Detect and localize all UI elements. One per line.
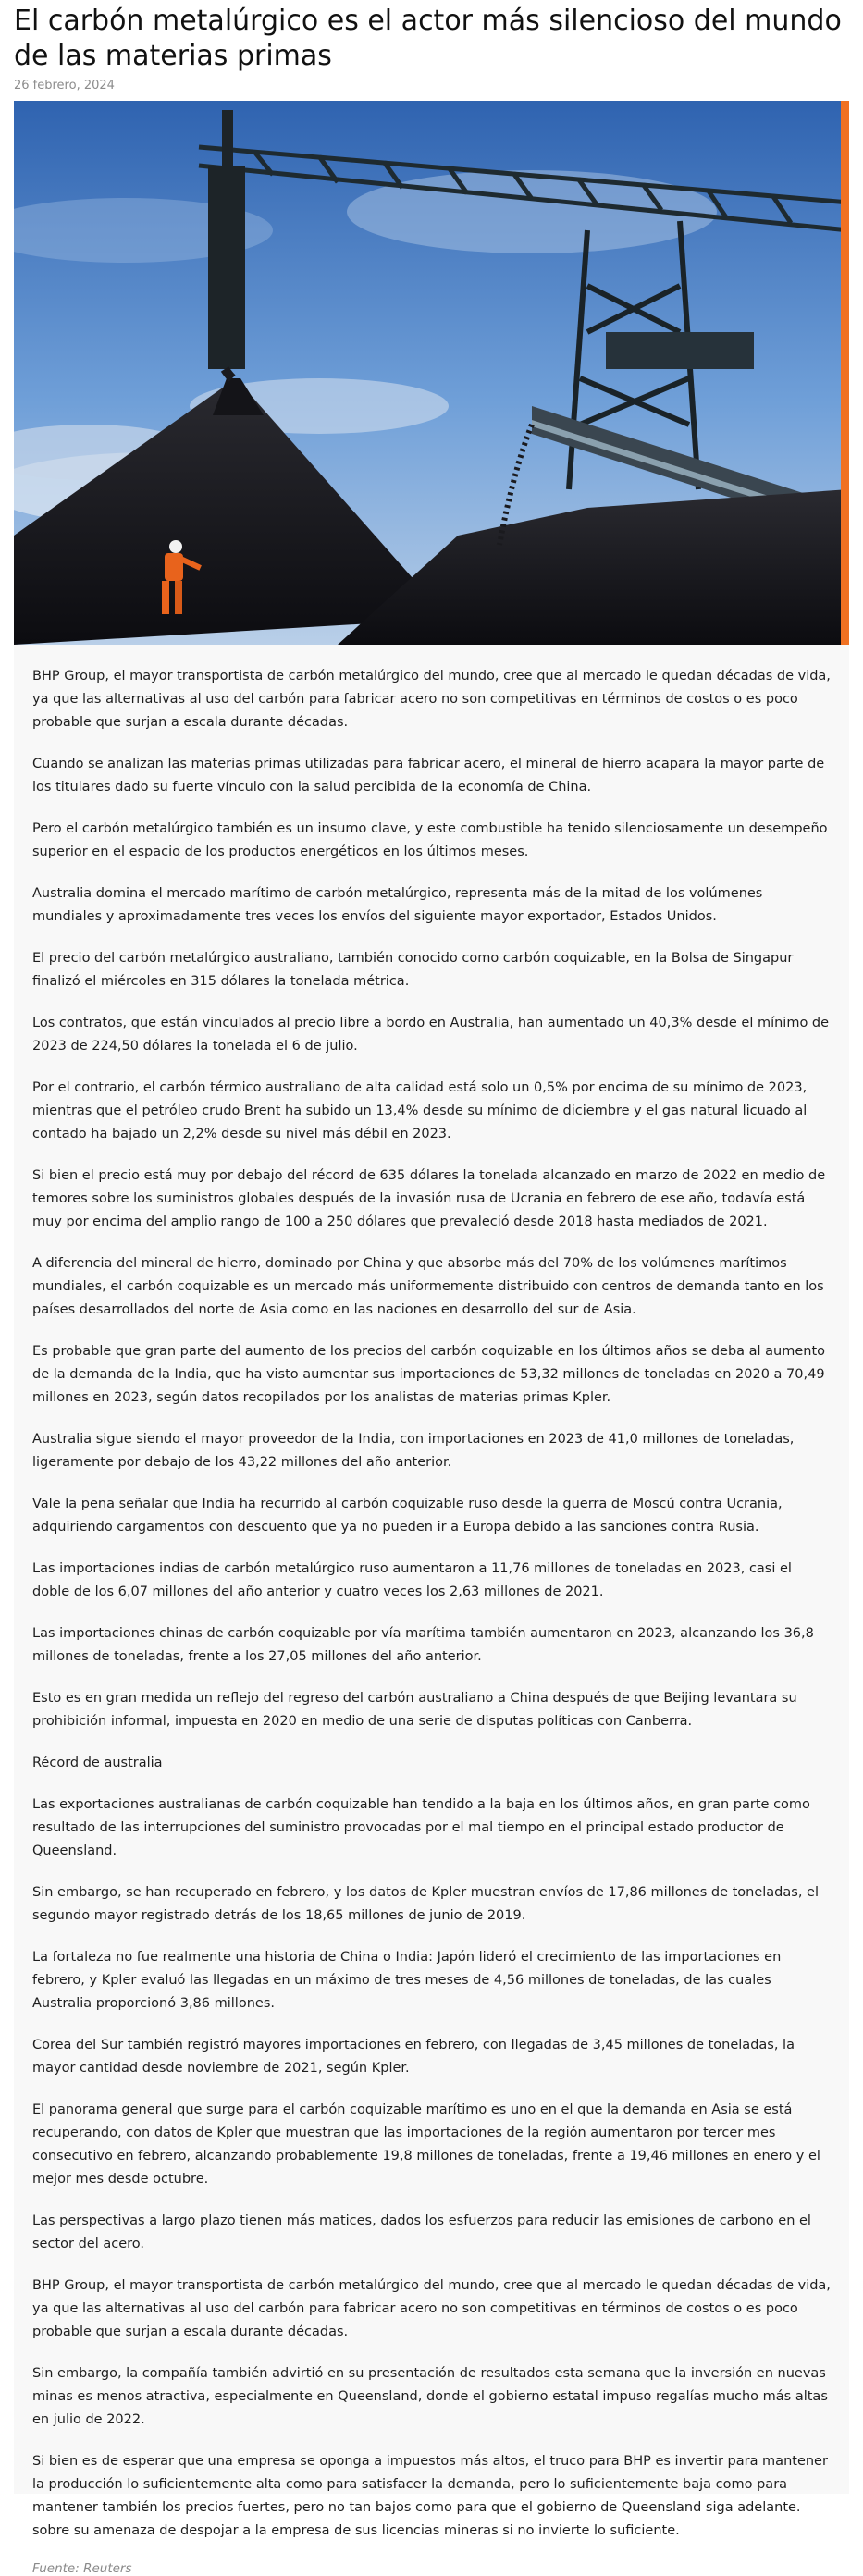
hero-accent-bar: [841, 101, 849, 645]
article-paragraph: Si bien el precio está muy por debajo del récord de 635 dólares la tonelada alcanzado en marzo de 2022 en medio de temores sobre los suministros globales después de la invasión rusa de Ucrania en febrero de ese año, todavía está muy por encima del amplio rango de 100 a 250 dólares que prevaleció desde 2018 hasta mediados de 2021.: [32, 1168, 826, 1229]
article-body: [14, 645, 849, 2576]
article-paragraph: BHP Group, el mayor transportista de carbón metalúrgico del mundo, cree que al mercado le quedan décadas de vida, ya que las alternativas al uso del carbón para fabricar acero no son competitivas en términos de costos o es poco probable que surjan a escala durante décadas.: [32, 669, 831, 730]
article-paragraph: Si bien es de esperar que una empresa se oponga a impuestos más altos, el truco para BHP es invertir para mantener la producción lo suficientemente alta como para satisfacer la demanda, pero lo suficientemente baja como para mantener también los precios fuertes, pero no tan bajos como para que el gobierno de Queensland siga adelante. sobre su amenaza de despojar a la empresa de sus licencias mineras si no invierte lo suficiente.: [32, 2454, 828, 2538]
article-paragraph: Los contratos, que están vinculados al precio libre a bordo en Australia, han aumentado un 40,3% desde el mínimo de 2023 de 224,50 dólares la tonelada el 6 de julio.: [32, 1016, 830, 1054]
chute-structure: [208, 166, 245, 369]
section-subheading: Récord de australia: [32, 1756, 163, 1770]
article-paragraph: Pero el carbón metalúrgico también es un insumo clave, y este combustible ha tenido silenciosamente un desempeño superior en el espacio de los productos energéticos en los últimos meses.: [32, 821, 828, 859]
hero-image: [14, 101, 849, 645]
article-paragraph: BHP Group, el mayor transportista de carbón metalúrgico del mundo, cree que al mercado le quedan décadas de vida, ya que las alternativas al uso del carbón para fabricar acero no son competitivas en términos de costos o es poco probable que surjan a escala durante décadas.: [32, 2278, 831, 2339]
article-paragraph: Cuando se analizan las materias primas utilizadas para fabricar acero, el mineral de hierro acapara la mayor parte de los titulares dado su fuerte vínculo con la salud percibida de la economía de China.: [32, 757, 825, 795]
article-paragraph: Australia domina el mercado marítimo de carbón metalúrgico, representa más de la mitad de los volúmenes mundiales y aproximadamente tres veces los envíos del siguiente mayor exportador, Estados Unidos.: [32, 886, 763, 924]
article-header: [0, 0, 863, 92]
article-paragraph: La fortaleza no fue realmente una historia de China o India: Japón lideró el crecimiento de las importaciones en febrero, y Kpler evaluó las llegadas en un máximo de tres meses de 4,56 millones de toneladas, de las cuales Australia proporcionó 3,86 millones.: [32, 1950, 782, 2011]
article-paragraph: Vale la pena señalar que India ha recurrido al carbón coquizable ruso desde la guerra de Moscú contra Ucrania, adquiriendo cargamentos con descuento que ya no pueden ir a Europa debido a las sanciones contra Rusia.: [32, 1497, 783, 1535]
article-date: 26 febrero, 2024: [14, 79, 115, 92]
article-paragraph: A diferencia del mineral de hierro, dominado por China y que absorbe más del 70% de los volúmenes marítimos mundiales, el carbón coquizable es un mercado más uniformemente distribuido con centros de demanda tanto en los países desarrollados del norte de Asia como en las naciones en desarrollo del sur de Asia.: [32, 1256, 824, 1317]
article-paragraph: Sin embargo, se han recuperado en febrero, y los datos de Kpler muestran envíos de 17,86 millones de toneladas, el segundo mayor registrado detrás de los 18,65 millones de junio de 2019.: [32, 1885, 819, 1923]
article-paragraph: Por el contrario, el carbón térmico australiano de alta calidad está solo un 0,5% por encima de su mínimo de 2023, mientras que el petróleo crudo Brent ha subido un 13,4% desde su mínimo de diciembre y el gas natural licuado al contado ha bajado un 2,2% desde su nivel más débil en 2023.: [32, 1080, 808, 1141]
article-paragraph: Las importaciones indias de carbón metalúrgico ruso aumentaron a 11,76 millones de toneladas en 2023, casi el doble de los 6,07 millones del año anterior y cuatro veces los 2,63 millones de 2021.: [32, 1561, 792, 1599]
article-source: Fuente: Reuters: [32, 2561, 132, 2576]
coal-stacker-illustration: [14, 101, 849, 645]
article-paragraph: Las exportaciones australianas de carbón coquizable han tendido a la baja en los últimos años, en gran parte como resultado de las interrupciones del suministro provocadas por el mal tiempo en el principal estado productor de Queensland.: [32, 1797, 810, 1858]
article-title: El carbón metalúrgico es el actor más silencioso del mundo de las materias primas: [14, 5, 842, 72]
article-paragraph: Corea del Sur también registró mayores importaciones en febrero, con llegadas de 3,45 millones de toneladas, la mayor cantidad desde noviembre de 2021, según Kpler.: [32, 2038, 795, 2076]
article-paragraph: Australia sigue siendo el mayor proveedor de la India, con importaciones en 2023 de 41,0 millones de toneladas, ligeramente por debajo de los 43,22 millones del año anterior.: [32, 1432, 795, 1470]
article-paragraph: El precio del carbón metalúrgico australiano, también conocido como carbón coquizable, en la Bolsa de Singapur finalizó el miércoles en 315 dólares la tonelada métrica.: [32, 951, 794, 989]
article-paragraph: El panorama general que surge para el carbón coquizable marítimo es uno en el que la demanda en Asia se está recuperando, con datos de Kpler que muestran que las importaciones de la región aumentaron por tercer mes consecutivo en febrero, alcanzando probablemente 19,8 millones de toneladas, frente a 19,46 millones en enero y el mejor mes desde octubre.: [32, 2102, 820, 2187]
article-paragraph: Es probable que gran parte del aumento de los precios del carbón coquizable en los últimos años se deba al aumento de la demanda de la India, que ha visto aumentar sus importaciones de 53,32 millones de toneladas en 2020 a 70,49 millones en 2023, según datos recopilados por los analistas de materias primas Kpler.: [32, 1344, 826, 1405]
article-paragraph: Las importaciones chinas de carbón coquizable por vía marítima también aumentaron en 2023, alcanzando los 36,8 millones de toneladas, frente a los 27,05 millones del año anterior.: [32, 1626, 814, 1664]
article-paragraph: Sin embargo, la compañía también advirtió en su presentación de resultados esta semana que la inversión en nuevas minas es menos atractiva, especialmente en Queensland, donde el gobierno estatal impuso regalías mucho más altas en julio de 2022.: [32, 2366, 828, 2427]
article-paragraph: Esto es en gran medida un reflejo del regreso del carbón australiano a China después de que Beijing levantara su prohibición informal, impuesta en 2020 en medio de una serie de disputas políticas con Canberra.: [32, 1691, 797, 1729]
article-paragraph: Las perspectivas a largo plazo tienen más matices, dados los esfuerzos para reducir las emisiones de carbono en el sector del acero.: [32, 2213, 811, 2251]
